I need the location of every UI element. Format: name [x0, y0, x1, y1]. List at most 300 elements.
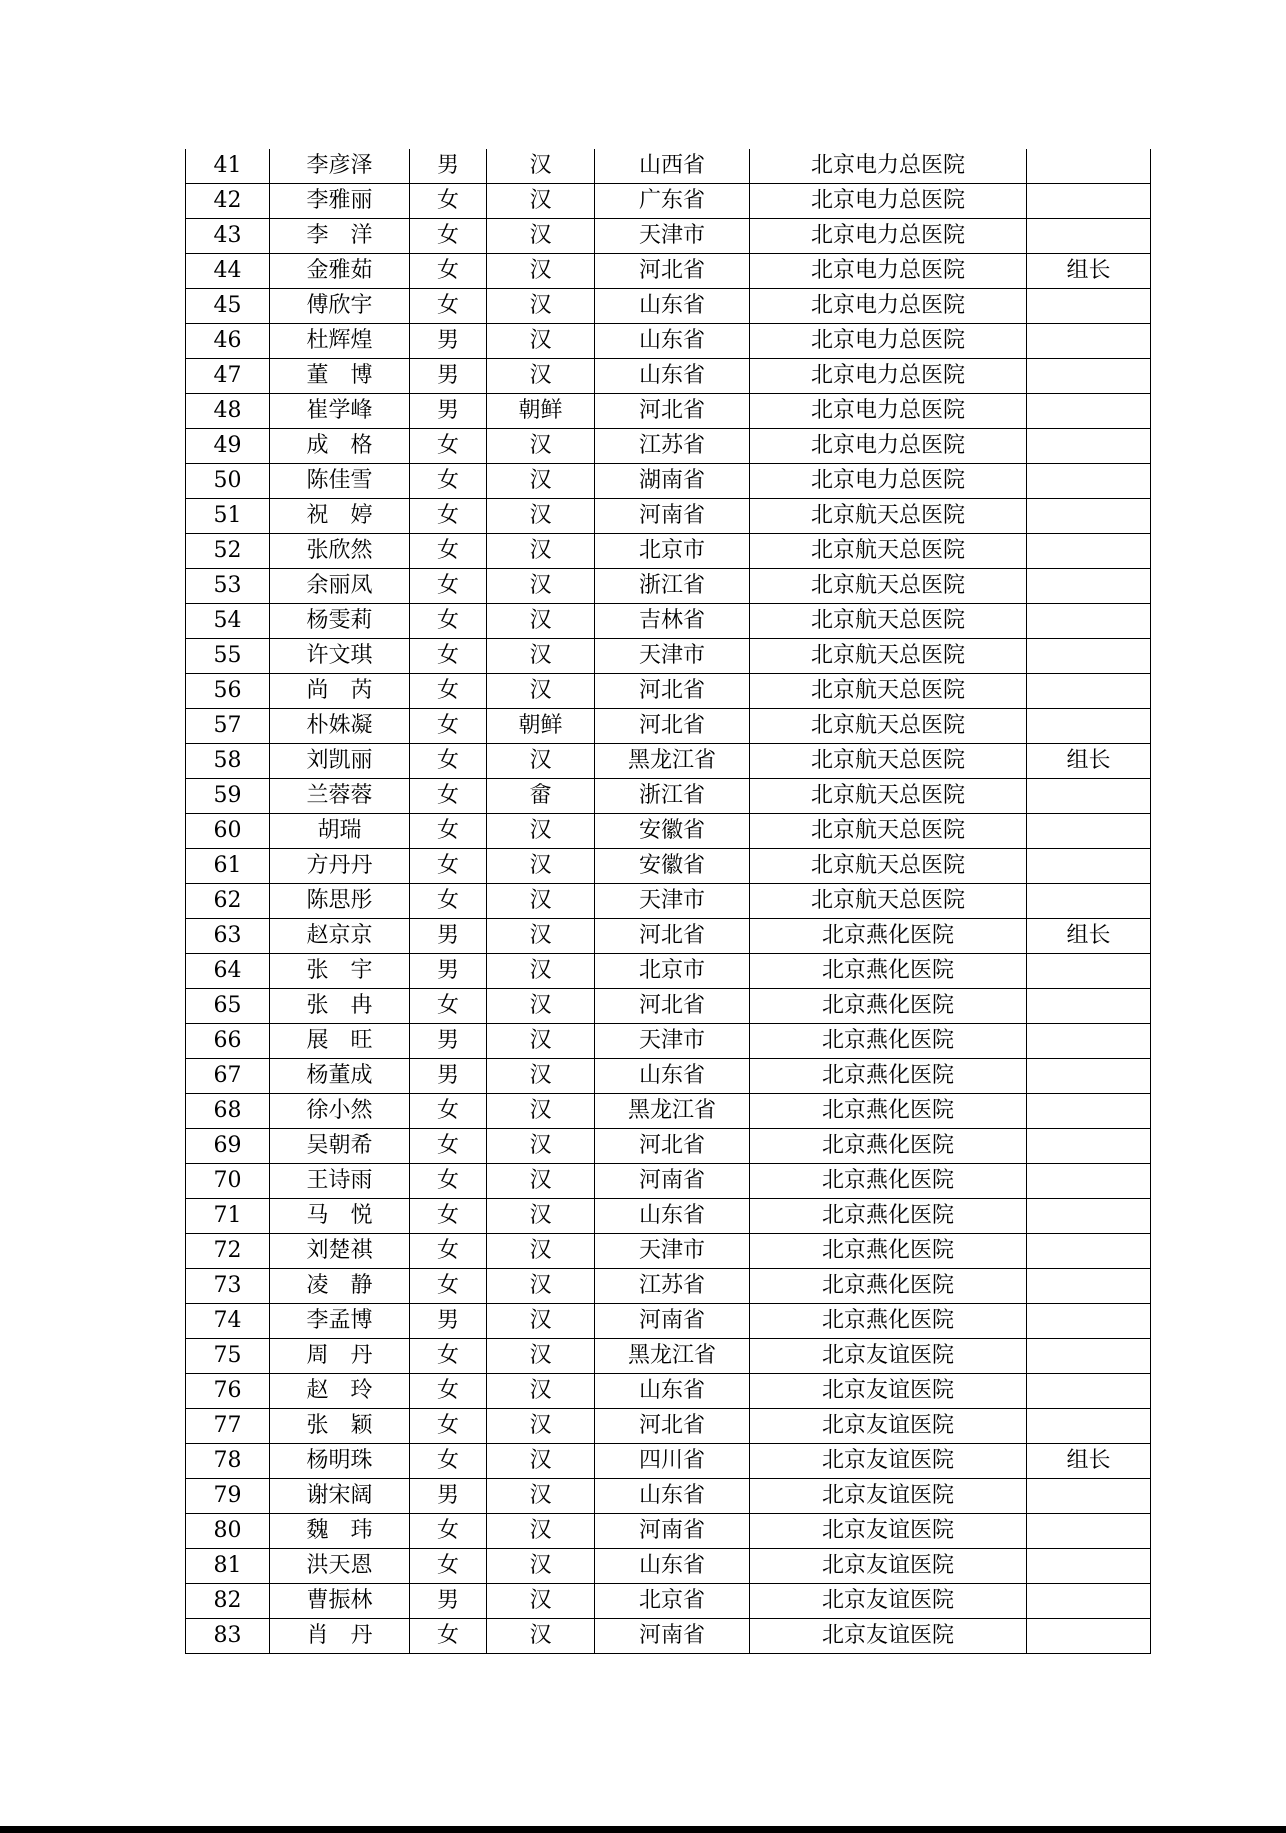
table-row: [186, 639, 1151, 674]
cell-sex: 男: [410, 1304, 487, 1339]
cell-ethnicity: 汉: [487, 919, 595, 954]
cell-province: 天津市: [595, 884, 750, 919]
cell-province: 黑龙江省: [595, 744, 750, 779]
cell-name: 杨董成: [270, 1059, 410, 1094]
cell-sex: 女: [410, 849, 487, 884]
cell-number: 56: [186, 674, 270, 709]
page-bottom-bar: [0, 1826, 1286, 1833]
cell-ethnicity: 汉: [487, 464, 595, 499]
cell-province: 北京市: [595, 534, 750, 569]
cell-role: 组长: [1027, 254, 1151, 289]
cell-number: 82: [186, 1584, 270, 1619]
cell-province: 山东省: [595, 1059, 750, 1094]
table-row: [186, 464, 1151, 499]
cell-hospital: 北京燕化医院: [750, 1304, 1027, 1339]
cell-ethnicity: 汉: [487, 184, 595, 219]
cell-role: [1027, 1409, 1151, 1444]
cell-role: [1027, 989, 1151, 1024]
cell-role: [1027, 814, 1151, 849]
cell-hospital: 北京航天总医院: [750, 499, 1027, 534]
table-row: [186, 1164, 1151, 1199]
table-row: [186, 1339, 1151, 1374]
cell-ethnicity: 汉: [487, 1479, 595, 1514]
cell-name: 凌 静: [270, 1269, 410, 1304]
cell-ethnicity: 畲: [487, 779, 595, 814]
cell-province: 山东省: [595, 1199, 750, 1234]
cell-role: [1027, 429, 1151, 464]
cell-ethnicity: 汉: [487, 1234, 595, 1269]
cell-sex: 男: [410, 954, 487, 989]
cell-number: 57: [186, 709, 270, 744]
cell-sex: 女: [410, 1339, 487, 1374]
cell-hospital: 北京燕化医院: [750, 1269, 1027, 1304]
cell-ethnicity: 汉: [487, 1619, 595, 1654]
cell-province: 河北省: [595, 254, 750, 289]
cell-province: 安徽省: [595, 849, 750, 884]
cell-name: 肖 丹: [270, 1619, 410, 1654]
cell-name: 洪天恩: [270, 1549, 410, 1584]
cell-ethnicity: 汉: [487, 1164, 595, 1199]
cell-ethnicity: 汉: [487, 1129, 595, 1164]
cell-name: 刘凯丽: [270, 744, 410, 779]
cell-role: 组长: [1027, 744, 1151, 779]
cell-number: 74: [186, 1304, 270, 1339]
table-row: [186, 534, 1151, 569]
table-row: [186, 1269, 1151, 1304]
cell-role: [1027, 604, 1151, 639]
cell-province: 浙江省: [595, 779, 750, 814]
cell-name: 李 洋: [270, 219, 410, 254]
cell-role: [1027, 1024, 1151, 1059]
table-row: [186, 744, 1151, 779]
cell-role: [1027, 149, 1151, 184]
cell-ethnicity: 汉: [487, 884, 595, 919]
cell-number: 81: [186, 1549, 270, 1584]
cell-sex: 男: [410, 359, 487, 394]
table-row: [186, 219, 1151, 254]
cell-sex: 女: [410, 499, 487, 534]
cell-number: 80: [186, 1514, 270, 1549]
cell-hospital: 北京航天总医院: [750, 569, 1027, 604]
cell-hospital: 北京友谊医院: [750, 1409, 1027, 1444]
cell-ethnicity: 汉: [487, 1409, 595, 1444]
cell-hospital: 北京航天总医院: [750, 709, 1027, 744]
cell-role: [1027, 1059, 1151, 1094]
cell-number: 79: [186, 1479, 270, 1514]
cell-ethnicity: 朝鲜: [487, 394, 595, 429]
cell-name: 王诗雨: [270, 1164, 410, 1199]
cell-ethnicity: 汉: [487, 639, 595, 674]
cell-province: 河南省: [595, 1304, 750, 1339]
table-row: [186, 184, 1151, 219]
cell-role: [1027, 394, 1151, 429]
cell-name: 尚 芮: [270, 674, 410, 709]
cell-sex: 男: [410, 919, 487, 954]
cell-number: 59: [186, 779, 270, 814]
cell-role: [1027, 1094, 1151, 1129]
cell-name: 杜辉煌: [270, 324, 410, 359]
table-row: [186, 1409, 1151, 1444]
cell-hospital: 北京电力总医院: [750, 359, 1027, 394]
cell-ethnicity: 汉: [487, 254, 595, 289]
cell-name: 方丹丹: [270, 849, 410, 884]
cell-ethnicity: 汉: [487, 1339, 595, 1374]
cell-province: 天津市: [595, 639, 750, 674]
cell-role: [1027, 849, 1151, 884]
cell-name: 傅欣宇: [270, 289, 410, 324]
cell-number: 68: [186, 1094, 270, 1129]
cell-sex: 男: [410, 149, 487, 184]
cell-hospital: 北京航天总医院: [750, 534, 1027, 569]
cell-ethnicity: 汉: [487, 849, 595, 884]
cell-name: 赵京京: [270, 919, 410, 954]
cell-ethnicity: 汉: [487, 989, 595, 1024]
cell-province: 山东省: [595, 289, 750, 324]
cell-name: 金雅茹: [270, 254, 410, 289]
cell-province: 吉林省: [595, 604, 750, 639]
cell-province: 浙江省: [595, 569, 750, 604]
cell-sex: 女: [410, 1199, 487, 1234]
cell-hospital: 北京友谊医院: [750, 1339, 1027, 1374]
cell-province: 黑龙江省: [595, 1094, 750, 1129]
cell-role: [1027, 1304, 1151, 1339]
table-row: [186, 149, 1151, 184]
cell-province: 河北省: [595, 919, 750, 954]
cell-number: 48: [186, 394, 270, 429]
cell-number: 66: [186, 1024, 270, 1059]
cell-ethnicity: 朝鲜: [487, 709, 595, 744]
cell-number: 58: [186, 744, 270, 779]
cell-number: 76: [186, 1374, 270, 1409]
cell-role: [1027, 569, 1151, 604]
table-row: [186, 1024, 1151, 1059]
cell-ethnicity: 汉: [487, 1024, 595, 1059]
table-row: [186, 1444, 1151, 1479]
cell-hospital: 北京燕化医院: [750, 1164, 1027, 1199]
cell-name: 胡瑞: [270, 814, 410, 849]
cell-hospital: 北京航天总医院: [750, 674, 1027, 709]
cell-sex: 女: [410, 1094, 487, 1129]
cell-role: [1027, 1584, 1151, 1619]
cell-hospital: 北京航天总医院: [750, 814, 1027, 849]
table-row: [186, 1129, 1151, 1164]
cell-role: [1027, 1129, 1151, 1164]
cell-number: 72: [186, 1234, 270, 1269]
cell-role: [1027, 1479, 1151, 1514]
cell-name: 展 旺: [270, 1024, 410, 1059]
cell-number: 70: [186, 1164, 270, 1199]
cell-number: 83: [186, 1619, 270, 1654]
cell-province: 河北省: [595, 394, 750, 429]
cell-province: 河北省: [595, 989, 750, 1024]
cell-number: 47: [186, 359, 270, 394]
cell-province: 山东省: [595, 359, 750, 394]
cell-sex: 女: [410, 674, 487, 709]
cell-ethnicity: 汉: [487, 1374, 595, 1409]
cell-ethnicity: 汉: [487, 149, 595, 184]
cell-name: 吴朝希: [270, 1129, 410, 1164]
cell-hospital: 北京燕化医院: [750, 1094, 1027, 1129]
cell-province: 安徽省: [595, 814, 750, 849]
cell-sex: 女: [410, 639, 487, 674]
cell-number: 45: [186, 289, 270, 324]
cell-name: 董 博: [270, 359, 410, 394]
cell-sex: 男: [410, 394, 487, 429]
cell-role: [1027, 1269, 1151, 1304]
cell-sex: 女: [410, 289, 487, 324]
table-row: [186, 254, 1151, 289]
cell-role: [1027, 289, 1151, 324]
cell-sex: 女: [410, 884, 487, 919]
cell-name: 祝 婷: [270, 499, 410, 534]
table-row: [186, 1059, 1151, 1094]
cell-sex: 男: [410, 324, 487, 359]
table-row: [186, 359, 1151, 394]
cell-province: 河南省: [595, 1619, 750, 1654]
cell-ethnicity: 汉: [487, 359, 595, 394]
cell-ethnicity: 汉: [487, 1584, 595, 1619]
cell-ethnicity: 汉: [487, 604, 595, 639]
cell-number: 75: [186, 1339, 270, 1374]
cell-number: 43: [186, 219, 270, 254]
cell-role: [1027, 954, 1151, 989]
cell-role: [1027, 359, 1151, 394]
cell-hospital: 北京燕化医院: [750, 989, 1027, 1024]
cell-role: [1027, 884, 1151, 919]
table-row: [186, 289, 1151, 324]
cell-hospital: 北京友谊医院: [750, 1479, 1027, 1514]
cell-sex: 男: [410, 1479, 487, 1514]
cell-hospital: 北京航天总医院: [750, 884, 1027, 919]
cell-hospital: 北京燕化医院: [750, 919, 1027, 954]
cell-sex: 女: [410, 1444, 487, 1479]
cell-role: [1027, 1619, 1151, 1654]
cell-role: [1027, 1164, 1151, 1199]
cell-hospital: 北京航天总医院: [750, 604, 1027, 639]
cell-name: 刘楚祺: [270, 1234, 410, 1269]
cell-ethnicity: 汉: [487, 569, 595, 604]
roster-table: [185, 149, 1151, 1654]
cell-province: 河南省: [595, 1164, 750, 1199]
cell-sex: 女: [410, 464, 487, 499]
cell-role: [1027, 499, 1151, 534]
cell-name: 谢宋阔: [270, 1479, 410, 1514]
cell-ethnicity: 汉: [487, 674, 595, 709]
cell-ethnicity: 汉: [487, 1304, 595, 1339]
cell-hospital: 北京友谊医院: [750, 1584, 1027, 1619]
table-row: [186, 1619, 1151, 1654]
cell-number: 73: [186, 1269, 270, 1304]
cell-hospital: 北京燕化医院: [750, 1129, 1027, 1164]
cell-province: 河北省: [595, 1409, 750, 1444]
cell-name: 李彦泽: [270, 149, 410, 184]
table-row: [186, 604, 1151, 639]
cell-hospital: 北京航天总医院: [750, 744, 1027, 779]
cell-name: 许文琪: [270, 639, 410, 674]
cell-ethnicity: 汉: [487, 289, 595, 324]
cell-number: 46: [186, 324, 270, 359]
cell-sex: 女: [410, 569, 487, 604]
cell-province: 河北省: [595, 1129, 750, 1164]
cell-name: 杨明珠: [270, 1444, 410, 1479]
cell-role: [1027, 1374, 1151, 1409]
cell-name: 陈佳雪: [270, 464, 410, 499]
cell-hospital: 北京电力总医院: [750, 149, 1027, 184]
table-row: [186, 1234, 1151, 1269]
cell-name: 兰蓉蓉: [270, 779, 410, 814]
cell-role: 组长: [1027, 919, 1151, 954]
cell-sex: 女: [410, 534, 487, 569]
cell-hospital: 北京燕化医院: [750, 1234, 1027, 1269]
cell-name: 徐小然: [270, 1094, 410, 1129]
cell-name: 李孟博: [270, 1304, 410, 1339]
cell-province: 黑龙江省: [595, 1339, 750, 1374]
cell-ethnicity: 汉: [487, 1199, 595, 1234]
cell-province: 江苏省: [595, 429, 750, 464]
cell-hospital: 北京电力总医院: [750, 184, 1027, 219]
cell-role: [1027, 779, 1151, 814]
cell-province: 山东省: [595, 1549, 750, 1584]
cell-hospital: 北京燕化医院: [750, 1199, 1027, 1234]
table-row: [186, 1374, 1151, 1409]
cell-number: 64: [186, 954, 270, 989]
cell-name: 张 宇: [270, 954, 410, 989]
cell-ethnicity: 汉: [487, 814, 595, 849]
cell-sex: 女: [410, 989, 487, 1024]
cell-number: 69: [186, 1129, 270, 1164]
cell-number: 61: [186, 849, 270, 884]
table-row: [186, 394, 1151, 429]
cell-province: 天津市: [595, 1024, 750, 1059]
table-row: [186, 919, 1151, 954]
cell-sex: 男: [410, 1024, 487, 1059]
table-row: [186, 1514, 1151, 1549]
cell-ethnicity: 汉: [487, 1514, 595, 1549]
cell-province: 广东省: [595, 184, 750, 219]
cell-ethnicity: 汉: [487, 324, 595, 359]
cell-sex: 女: [410, 604, 487, 639]
cell-number: 67: [186, 1059, 270, 1094]
cell-name: 成 格: [270, 429, 410, 464]
cell-sex: 女: [410, 1374, 487, 1409]
cell-name: 张 颖: [270, 1409, 410, 1444]
table-row: [186, 1094, 1151, 1129]
cell-name: 陈思彤: [270, 884, 410, 919]
cell-sex: 女: [410, 779, 487, 814]
cell-province: 山东省: [595, 1374, 750, 1409]
cell-name: 余丽凤: [270, 569, 410, 604]
cell-ethnicity: 汉: [487, 429, 595, 464]
cell-province: 河南省: [595, 1514, 750, 1549]
cell-province: 江苏省: [595, 1269, 750, 1304]
cell-sex: 女: [410, 1409, 487, 1444]
table-row: [186, 779, 1151, 814]
table-row: [186, 1199, 1151, 1234]
cell-hospital: 北京燕化医院: [750, 1024, 1027, 1059]
cell-ethnicity: 汉: [487, 499, 595, 534]
table-row: [186, 989, 1151, 1024]
cell-role: [1027, 709, 1151, 744]
cell-role: [1027, 534, 1151, 569]
cell-number: 55: [186, 639, 270, 674]
cell-role: [1027, 464, 1151, 499]
cell-ethnicity: 汉: [487, 1094, 595, 1129]
cell-hospital: 北京电力总医院: [750, 394, 1027, 429]
cell-number: 65: [186, 989, 270, 1024]
cell-province: 湖南省: [595, 464, 750, 499]
cell-role: [1027, 1339, 1151, 1374]
cell-role: [1027, 1549, 1151, 1584]
cell-role: 组长: [1027, 1444, 1151, 1479]
cell-name: 周 丹: [270, 1339, 410, 1374]
table-row: [186, 1549, 1151, 1584]
table-row: [186, 884, 1151, 919]
cell-hospital: 北京航天总医院: [750, 849, 1027, 884]
cell-ethnicity: 汉: [487, 1444, 595, 1479]
cell-sex: 女: [410, 1234, 487, 1269]
cell-province: 河南省: [595, 499, 750, 534]
cell-province: 北京市: [595, 954, 750, 989]
cell-sex: 女: [410, 429, 487, 464]
cell-sex: 女: [410, 1619, 487, 1654]
cell-hospital: 北京友谊医院: [750, 1549, 1027, 1584]
cell-number: 44: [186, 254, 270, 289]
cell-sex: 女: [410, 1164, 487, 1199]
cell-hospital: 北京电力总医院: [750, 219, 1027, 254]
cell-sex: 男: [410, 1059, 487, 1094]
cell-sex: 女: [410, 1269, 487, 1304]
cell-province: 山东省: [595, 324, 750, 359]
cell-name: 魏 玮: [270, 1514, 410, 1549]
table-row: [186, 849, 1151, 884]
cell-name: 张欣然: [270, 534, 410, 569]
cell-hospital: 北京航天总医院: [750, 639, 1027, 674]
cell-role: [1027, 1199, 1151, 1234]
cell-sex: 女: [410, 1129, 487, 1164]
cell-role: [1027, 674, 1151, 709]
cell-province: 河北省: [595, 709, 750, 744]
cell-sex: 男: [410, 1584, 487, 1619]
cell-ethnicity: 汉: [487, 1269, 595, 1304]
cell-hospital: 北京电力总医院: [750, 254, 1027, 289]
cell-province: 天津市: [595, 219, 750, 254]
cell-province: 天津市: [595, 1234, 750, 1269]
cell-ethnicity: 汉: [487, 744, 595, 779]
cell-role: [1027, 219, 1151, 254]
cell-role: [1027, 1234, 1151, 1269]
cell-sex: 女: [410, 184, 487, 219]
cell-name: 崔学峰: [270, 394, 410, 429]
cell-number: 51: [186, 499, 270, 534]
cell-province: 山东省: [595, 1479, 750, 1514]
roster-table-body: [186, 149, 1151, 1654]
cell-number: 60: [186, 814, 270, 849]
cell-province: 河北省: [595, 674, 750, 709]
cell-name: 马 悦: [270, 1199, 410, 1234]
cell-sex: 女: [410, 1549, 487, 1584]
cell-sex: 女: [410, 709, 487, 744]
cell-hospital: 北京电力总医院: [750, 324, 1027, 359]
cell-province: 四川省: [595, 1444, 750, 1479]
cell-number: 41: [186, 149, 270, 184]
cell-number: 50: [186, 464, 270, 499]
cell-hospital: 北京航天总医院: [750, 779, 1027, 814]
cell-number: 62: [186, 884, 270, 919]
table-row: [186, 1479, 1151, 1514]
cell-number: 52: [186, 534, 270, 569]
table-row: [186, 674, 1151, 709]
cell-number: 42: [186, 184, 270, 219]
